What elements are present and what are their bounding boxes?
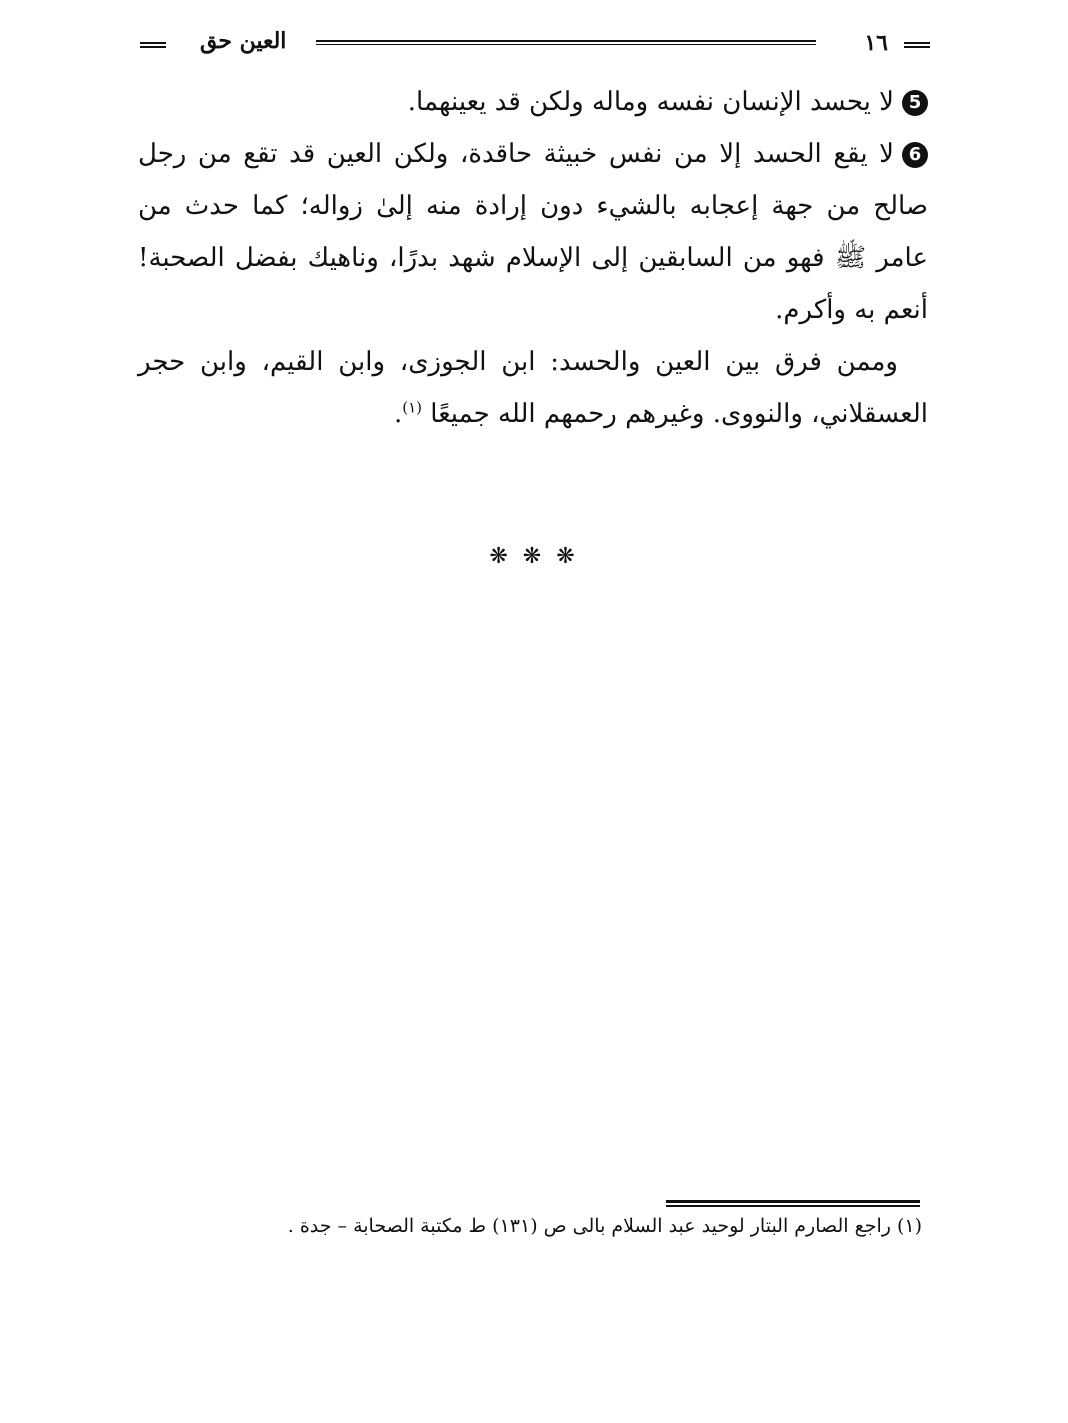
- closing-paragraph-end: .: [393, 399, 403, 429]
- number-badge-6: 6: [902, 142, 928, 168]
- list-item-6: [138, 128, 928, 336]
- running-header: [140, 28, 930, 62]
- list-item-5: [138, 76, 928, 128]
- page-number: ١٦: [864, 30, 888, 56]
- footnote-rule: [666, 1200, 920, 1208]
- footnote: (١) راجع الصارم البتار لوحيد عبد السلام بالى ص (١٣١) ط مكتبة الصحابة – جدة .: [287, 1215, 922, 1237]
- header-rule: [316, 40, 816, 46]
- footnote-reference[interactable]: (١): [402, 398, 422, 417]
- closing-paragraph: [138, 336, 928, 440]
- header-left-dash: [140, 42, 166, 47]
- running-title: العين حق: [200, 28, 287, 54]
- closing-paragraph-text: وممن فرق بين العين والحسد: ابن الجوزى، وابن القيم، وابن حجر العسقلاني، والنووى. وغيرهم رحمهم الله جميعًا: [138, 347, 928, 429]
- header-right-dash: [904, 42, 930, 47]
- list-item-5-text: لا يحسد الإنسان نفسه وماله ولكن قد يعينهما.: [407, 87, 894, 117]
- list-item-6-text: لا يقع الحسد إلا من نفس خبيثة حاقدة، ولكن العين قد تقع من رجل صالح من جهة إعجابه بالشيء دون إرادة منه إلىٰ زواله؛ كما حدث من عامر ﷺ فهو من السابقين إلى الإسلام شهد بدرًا، وناهيك بفضل الصحبة! أنعم به وأكرم.: [138, 139, 928, 325]
- number-badge-5: 5: [902, 90, 928, 116]
- section-separator: ❋ ❋ ❋: [489, 544, 579, 569]
- main-text: [138, 76, 928, 440]
